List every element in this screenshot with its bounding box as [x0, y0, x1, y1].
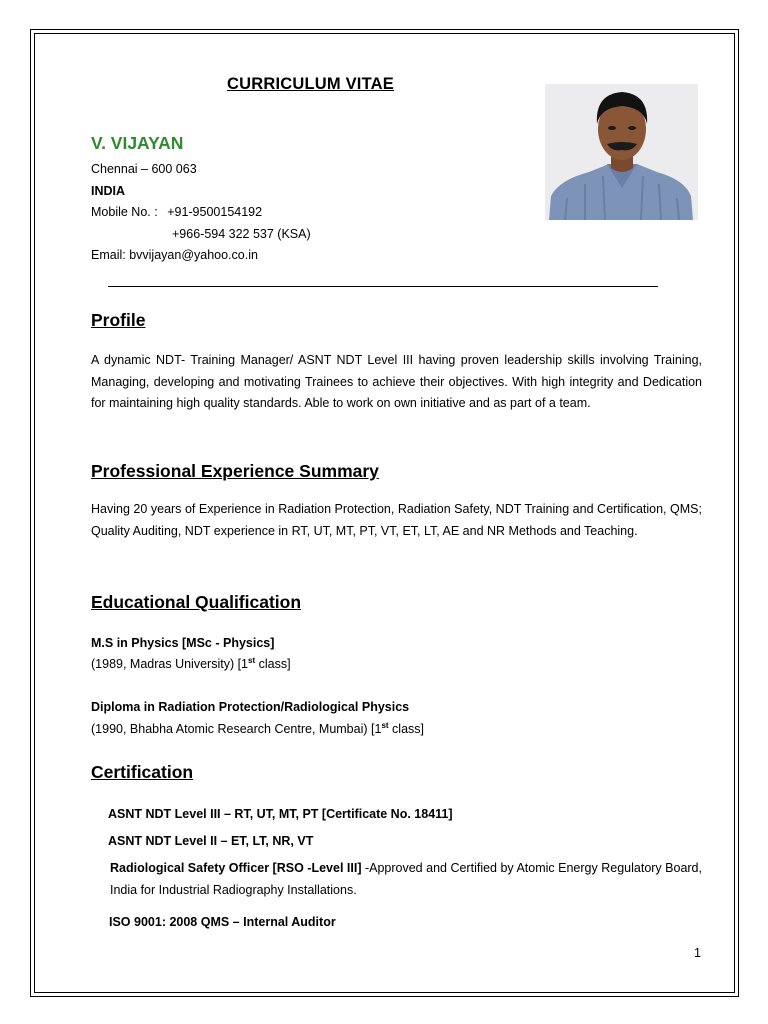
education-detail-msc: (1989, Madras University) [1st class] — [91, 655, 291, 671]
contact-mobile-row — [91, 205, 262, 219]
candidate-name: V. VIJAYAN — [91, 133, 184, 153]
profile-heading: Profile — [91, 310, 146, 330]
cert-item-level-2: ASNT NDT Level II – ET, LT, NR, VT — [108, 834, 314, 848]
cert-iso: ISO 9001: 2008 QMS – Internal Auditor — [109, 915, 336, 929]
contact-email: Email: bvvijayan@yahoo.co.in — [91, 248, 258, 262]
page-number: 1 — [694, 946, 701, 960]
education-degree-msc: M.S in Physics [MSc - Physics] — [91, 636, 275, 650]
profile-photo — [545, 84, 698, 220]
mobile-number-ksa: +966-594 322 537 (KSA) — [172, 227, 311, 241]
contact-city: Chennai – 600 063 — [91, 162, 197, 176]
education-detail-diploma: (1990, Bhabha Atomic Research Centre, Mumbai) [1st class] — [91, 720, 424, 736]
cert-item-level-3: ASNT NDT Level III – RT, UT, MT, PT [Certificate No. 18411] — [108, 807, 453, 821]
cert-rso-title: Radiological Safety Officer [RSO -Level III] — [110, 861, 362, 875]
document-title: CURRICULUM VITAE — [227, 75, 394, 93]
cert-rso-description: -Approved and Certified by Atomic Energy Regulatory Board, India for Industrial Radiography Installations. — [110, 861, 702, 897]
mobile-number-india: +91-9500154192 — [167, 205, 263, 219]
education-degree-diploma: Diploma in Radiation Protection/Radiological Physics — [91, 700, 410, 714]
contact-country: INDIA — [91, 184, 126, 198]
education-heading: Educational Qualification — [91, 592, 302, 612]
profile-text: A dynamic NDT- Training Manager/ ASNT NDT Level III having proven leadership skills involving Training, Managing, developing and motivating Trainees to achieve their objectives. With high integrity and Dedication for maintaining high quality standards. Able to work on own initiative and as part of a team. — [91, 353, 702, 410]
mobile-label: Mobile No. : — [91, 205, 158, 219]
experience-heading: Professional Experience Summary — [91, 461, 379, 481]
experience-text: Having 20 years of Experience in Radiation Protection, Radiation Safety, NDT Training and Certification, QMS; Quality Auditing, NDT experience in RT, UT, MT, PT, VT, ET, LT, AE and NR Methods and Teaching. — [91, 502, 702, 538]
header-divider — [108, 286, 658, 287]
certification-heading: Certification — [91, 762, 194, 782]
cert-rso — [110, 858, 702, 901]
